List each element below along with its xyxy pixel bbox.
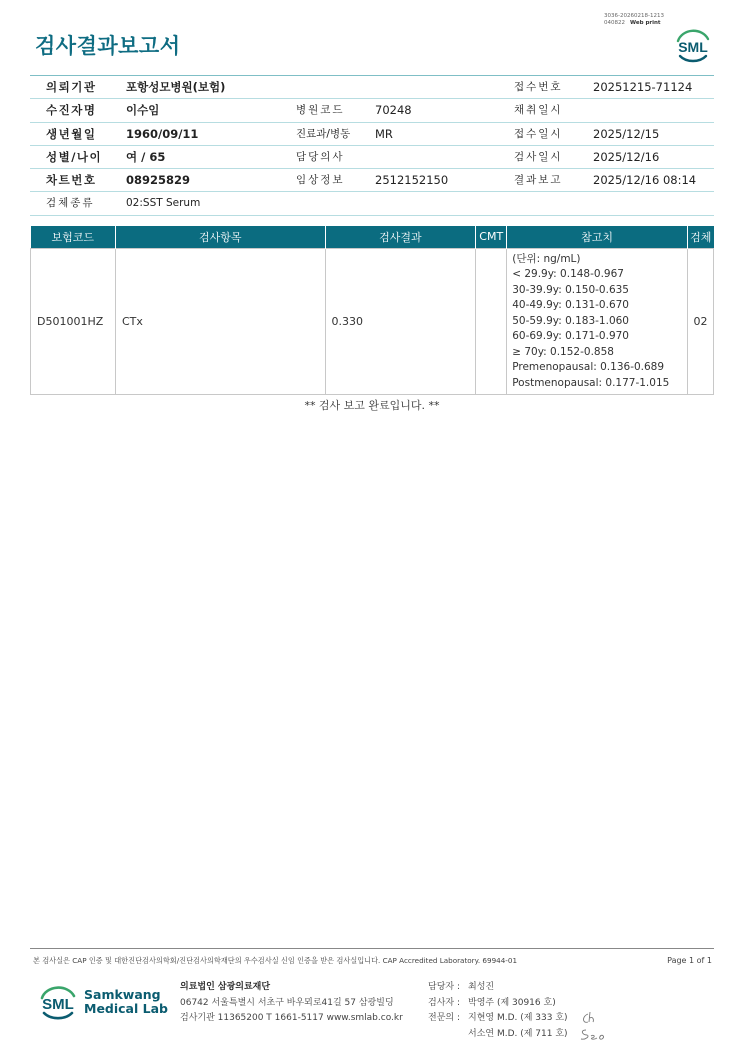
brand-name [84,988,168,1016]
label-department-ward: 진료과/병동 [296,127,351,140]
report-complete-message: ** 검사 보고 완료입니다. ** [304,399,440,412]
label-test-time: 검사일시 [514,150,563,163]
label-birth-date: 생년월일 [46,126,97,141]
info-row [30,192,714,215]
label-specimen-type: 검체종류 [46,197,95,210]
document-id-line2: 040822 [604,20,625,26]
staff-label: 검사자 : [428,997,460,1008]
staff-row [428,980,568,996]
label-hospital-code: 병원코드 [296,104,345,117]
results-header-row [31,226,714,248]
value-chart-number: 08925829 [126,173,191,188]
sml-logo-icon [36,982,80,1022]
cell-cmt [476,248,507,395]
footer-divider [30,948,714,949]
label-result-report: 결과보고 [514,174,563,187]
label-clinical-info: 임상정보 [296,174,345,187]
label-chart-number: 차트번호 [46,173,97,188]
info-row [30,123,714,146]
results-table [30,226,714,395]
signature-icon [576,1008,612,1044]
label-physician: 담당의사 [296,150,345,163]
page-title: 검사결과보고서 [35,34,181,58]
web-print-label: Web print [630,20,661,26]
header-test-item: 검사항목 [115,226,325,248]
table-row [31,248,714,395]
value-accession-number: 20251215-71124 [593,80,693,94]
staff-value: 지현영 M.D. (제 333 호) [468,1013,568,1023]
staff-value: 박영주 (제 30916 호) [468,997,556,1008]
label-receipt-time: 접수일시 [514,127,563,140]
label-accession-number: 접수번호 [514,81,563,93]
staff-label: 전문의 : [428,1013,460,1023]
value-birth-date: 1960/09/11 [126,126,199,141]
reference-line: Premenopausal: 0.136-0.689 [512,361,665,373]
value-test-time: 2025/12/16 [593,149,660,164]
label-requesting-institution: 의뢰기관 [46,80,97,94]
cell-test-item: CTx [115,248,325,395]
reference-line: Postmenopausal: 0.177-1.015 [512,376,670,389]
header-insurance-code: 보험코드 [31,226,116,248]
value-department-ward: MR [375,126,393,141]
cell-insurance-code: D501001HZ [31,248,116,395]
reference-line: 60-69.9y: 0.171-0.970 [512,330,629,342]
page-number: Page 1 of 1 [667,956,712,965]
accreditation-note: 본 검사실은 CAP 인증 및 대한진단검사의학회/진단검사의학재단의 우수검사실 신임 인증을 받은 검사실입니다. CAP Accredited Laboratory. 69944-01 [33,956,518,965]
info-row [30,169,714,192]
value-specimen-type: 02:SST Serum [126,197,201,210]
value-requesting-institution: 포항성모병원(보험) [126,80,226,94]
brand-line2: Medical Lab [84,1001,168,1016]
organization-address: 06742 서울특별시 서초구 바우뫼로41길 57 삼광빌딩 [180,997,394,1008]
value-result-report: 2025/12/16 08:14 [593,173,697,188]
value-clinical-info: 2512152150 [375,173,449,188]
cell-test-result: 0.330 [325,248,476,395]
brand-line1: Samkwang [84,987,161,1002]
staff-row [428,996,568,1012]
info-row [30,99,714,122]
info-row [30,146,714,169]
info-row [30,76,714,99]
value-patient-name: 이수임 [126,103,160,118]
cell-reference-range [507,248,688,395]
label-collection-time: 채취일시 [514,104,563,117]
organization-contact: 검사기관 11365200 T 1661-5117 www.smlab.co.kr [180,1013,403,1023]
staff-row [428,1011,568,1027]
staff-value: 최성진 [468,982,495,992]
header-specimen: 검체 [688,226,714,248]
value-receipt-time: 2025/12/15 [593,126,660,141]
reference-line: 50-59.9y: 0.183-1.060 [512,314,629,327]
svg-text:SML: SML [42,996,74,1013]
patient-info-table [30,75,714,216]
header-reference-range: 참고치 [507,226,688,248]
reference-line: < 29.9y: 0.148-0.967 [512,268,624,280]
label-sex-age: 성별/나이 [46,149,103,164]
sml-logo-icon [672,25,714,65]
organization-info [180,980,403,1027]
reference-line: 30-39.9y: 0.150-0.635 [512,283,629,296]
reference-line: ≥ 70y: 0.152-0.858 [512,345,614,358]
staff-value: 서소연 M.D. (제 711 호) [468,1028,568,1039]
staff-label: 담당자 : [428,982,460,992]
staff-row [428,1027,568,1043]
organization-name: 의료법인 삼광의료재단 [180,982,271,992]
label-patient-name: 수진자명 [46,103,97,118]
reference-line: (단위: ng/mL) [512,252,581,265]
svg-text:SML: SML [678,39,708,55]
cell-specimen: 02 [688,248,714,395]
header-test-result: 검사결과 [325,226,476,248]
value-hospital-code: 70248 [375,103,412,118]
reference-line: 40-49.9y: 0.131-0.670 [512,299,629,311]
document-id-line1: 3036-20260218-1213 [604,13,664,19]
value-sex-age: 여 / 65 [126,149,166,164]
header-cmt: CMT [476,226,507,248]
staff-list [428,980,568,1042]
